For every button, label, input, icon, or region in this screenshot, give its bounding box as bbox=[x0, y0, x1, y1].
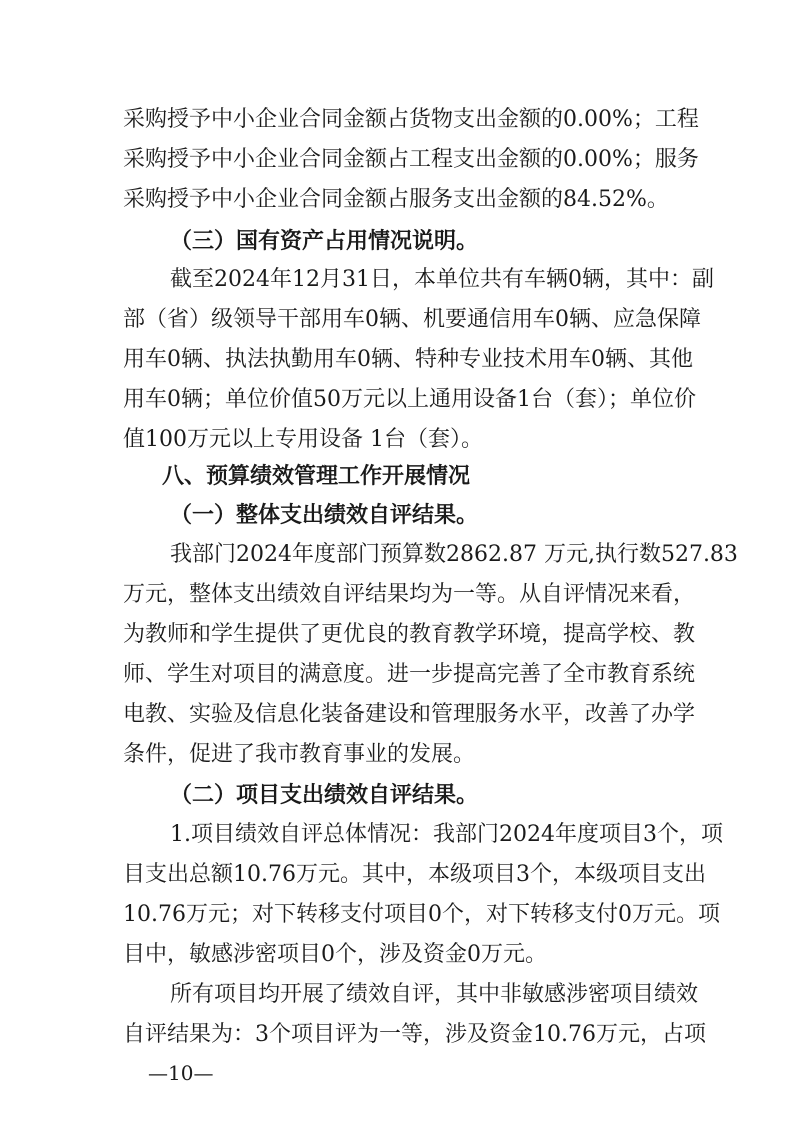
paragraph-line: 电教、实验及信息化装备建设和管理服务水平，改善了办学 bbox=[123, 702, 696, 727]
paragraph-line: 目支出总额10.76万元。其中，本级项目3个，本级项目支出 bbox=[123, 862, 706, 887]
page-number: —10— bbox=[148, 1061, 214, 1085]
section-subheading: （一）整体支出绩效自评结果。 bbox=[170, 502, 479, 528]
paragraph-line: 部（省）级领导干部用车0辆、机要通信用车0辆、应急保障 bbox=[123, 307, 701, 332]
paragraph-line: 条件，促进了我市教育事业的发展。 bbox=[123, 742, 476, 767]
section-subheading: （二）项目支出绩效自评结果。 bbox=[170, 782, 479, 808]
paragraph-line: 用车0辆、执法执勤用车0辆、特种专业技术用车0辆、其他 bbox=[123, 347, 693, 372]
paragraph-line: 我部门2024年度部门预算数2862.87 万元,执行数527.83 bbox=[170, 542, 738, 567]
paragraph-line: 10.76万元；对下转移支付项目0个，对下转移支付0万元。项 bbox=[123, 902, 720, 927]
paragraph-line: 万元，整体支出绩效自评结果均为一等。从自评情况来看， bbox=[123, 582, 696, 607]
paragraph-line: 1.项目绩效自评总体情况：我部门2024年度项目3个，项 bbox=[170, 822, 723, 847]
section-subheading: （三）国有资产占用情况说明。 bbox=[170, 228, 479, 254]
paragraph-line: 师、学生对项目的满意度。进一步提高完善了全市教育系统 bbox=[123, 662, 696, 687]
paragraph-line: 值100万元以上专用设备 1台（套）。 bbox=[123, 427, 483, 452]
paragraph-line: 采购授予中小企业合同金额占工程支出金额的0.00%；服务 bbox=[123, 147, 699, 172]
paragraph-line: 截至2024年12月31日，本单位共有车辆0辆，其中：副 bbox=[170, 267, 714, 292]
paragraph-line: 为教师和学生提供了更优良的教育教学环境，提高学校、教 bbox=[123, 622, 696, 647]
section-heading: 八、预算绩效管理工作开展情况 bbox=[162, 464, 471, 489]
paragraph-line: 目中，敏感涉密项目0个，涉及资金0万元。 bbox=[123, 942, 547, 967]
paragraph-line: 用车0辆；单位价值50万元以上通用设备1台（套）；单位价 bbox=[123, 387, 696, 412]
paragraph-line: 采购授予中小企业合同金额占服务支出金额的84.52%。 bbox=[123, 187, 669, 212]
paragraph-line: 采购授予中小企业合同金额占货物支出金额的0.00%；工程 bbox=[123, 107, 699, 132]
paragraph-line: 所有项目均开展了绩效自评，其中非敏感涉密项目绩效 bbox=[170, 982, 699, 1007]
paragraph-line: 自评结果为：3个项目评为一等，涉及资金10.76万元，占项 bbox=[123, 1022, 706, 1047]
